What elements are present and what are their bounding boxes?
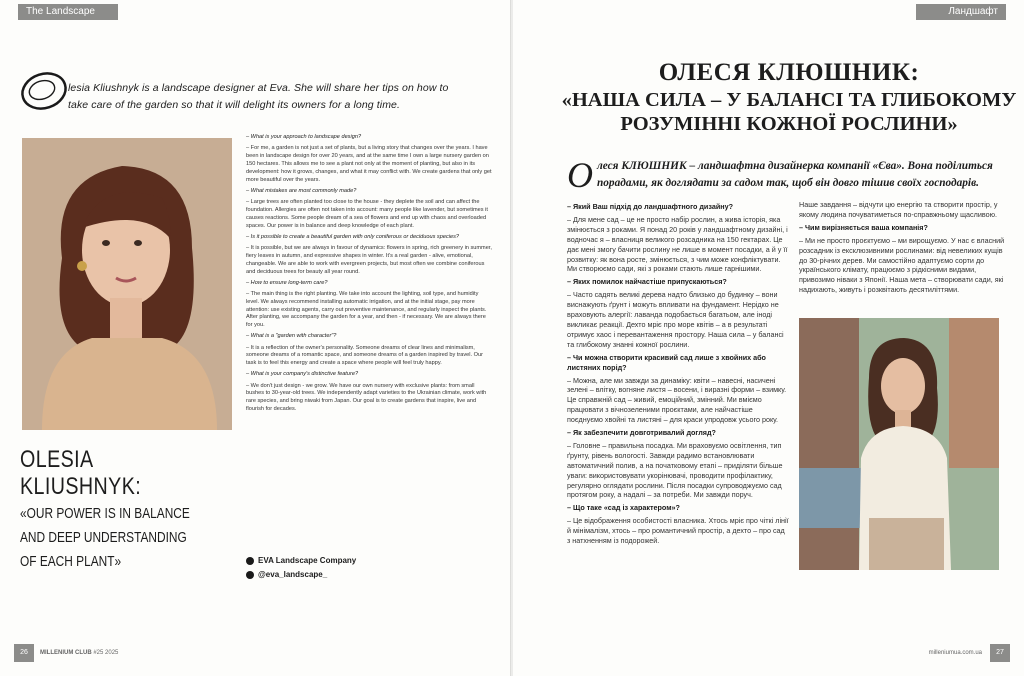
interview-question: – What mistakes are most commonly made?	[246, 187, 357, 194]
intro-drop-cap: О	[567, 155, 593, 195]
interview-column-en	[246, 134, 492, 417]
interview-answer: – We don't just design - we grow. We have our own nursery with exclusive plants: from small bushes to 30-year-old trees. We independently adapt varieties to the Ukrainian climate, work with rare species, and bring niwaki from Japan. Our goal is to create gardens that inspire, live and flourish for decades.	[246, 382, 487, 413]
intro-text: lesia Kliushnyk is a landscape designer at Eva. She will share her tips on how to take care of the garden so that it will delight its owners for a long time.	[68, 82, 449, 111]
interview-answer: – It is possible, but we are always in favour of dynamics: flowers in spring, rich greenery in summer, fiery leaves in autumn, and expressive shapes in winter. It's a real garden - alive, emotional, changeable. We are able to work with evergreen projects, but most often we combine coniferous and deciduous trees for beauty all year round.	[246, 244, 492, 275]
instagram-icon	[246, 571, 254, 579]
footer-brand	[40, 646, 118, 660]
interview-answer: Наше завдання – відчути цю енергію та створити простір, у якому людина почуватиметься по-справжньому щасливою.	[799, 200, 998, 219]
interview-question: – Is it possible to create a beautiful garden with only coniferous or deciduous species?	[246, 233, 459, 240]
interview-question: – Як забезпечити довготривалий догляд?	[567, 428, 716, 438]
interview-answer: – The main thing is the right planting. We take into account the lighting, soil type, and humidity level. We always recommend installing automatic irrigation, and at the initial stage, pay more attention: use existing agents, carry out preventive maintenance, and regularly inspect the plants. After planting, we accompany the garden for a year, and then - if necessary. We are always there for you.	[246, 290, 487, 329]
page-number-right: 27	[990, 644, 1010, 662]
interview-answer: – Головне – правильна посадка. Ми враховуємо освітлення, тип ґрунту, рівень вологості. Завжди радимо встановлювати автоматичний полив, а на початковому етапі – приділяти більше уваги: використовувати укорінювачі, проводити профілактику, регулярно оглядати рослини. Після посадки супроводжуємо сад протягом року, а надалі – за потреби. Ми завжди поруч.	[567, 440, 783, 500]
right-page	[513, 0, 1024, 676]
interview-question: – Що таке «сад із характером»?	[567, 503, 680, 513]
interview-answer: – Ми не просто проєктуємо – ми вирощуємо. У нас є власний розсадник із ексклюзивними рослинами: від невеликих кущів до 30-річних дерев. Ми самостійно адаптуємо сорти до українського клімату, працюємо з рідкісними видами, привозимо ніваки з Японії. Наша мета – створювати сади, які надихають, живуть і розквітають десятиліттями.	[799, 235, 1005, 295]
page-title-en	[20, 446, 205, 574]
interview-column-ua-1	[567, 202, 789, 549]
interview-column-ua-2	[799, 200, 1005, 298]
footer-brand-name: MILLENIUM CLUB	[40, 650, 92, 656]
interview-question: – What is your approach to landscape design?	[246, 134, 362, 140]
interview-answer: – Це відображення особистості власника. Хтось мріє про чіткі лінії й мінімалізм, хтось – про романтичний простір, а дехто – про сад з натхненням із подорожей.	[567, 516, 789, 546]
interview-answer: – Для мене сад – це не просто набір рослин, а жива історія, яка змінюється з роками. Я понад 20 років у ландшафтному дизайні, і водночас я – власниця великого розсадника на 150 гектарах. Це дає мені змогу бачити рослину не лише в момент посадки, а й у її розвитку: як вона росте, змінюється, з чим може конфліктувати. Ми створюємо сади, які з роками стають лише гарнішими.	[567, 214, 788, 274]
title-subtitle-ua: «НАША СИЛА – У БАЛАНСІ ТА ГЛИБОКОМУ РОЗУМІННІ КОЖНОЇ РОСЛИНИ»	[561, 89, 1017, 135]
facebook-link[interactable]	[246, 554, 356, 568]
footer-site[interactable]: milleniumua.com.ua	[928, 650, 982, 656]
title-name-line2: KLIUSHNYK:	[20, 473, 142, 500]
page-title-ua	[559, 58, 1019, 136]
drop-cap-o-icon	[18, 64, 70, 116]
social-links	[246, 554, 356, 582]
interview-answer: – Можна, але ми завжди за динаміку: квіти – навесні, насичені зелені – влітку, вогняне листя – восени, і виразні форми – взимку. Це справжній сад – живий, емоційний, змінний. Ми вміємо працювати з вічнозеленими проєктами, але найчастіше поєднуємо хвойні та листяні – для краси упродовж усього року.	[567, 375, 787, 425]
interview-question: – Чим вирізняється ваша компанія?	[799, 222, 928, 232]
title-subtitle: «OUR POWER IS IN BALANCE AND DEEP UNDERSTANDING OF EACH PLANT»	[20, 506, 190, 570]
title-name-ua: ОЛЕСЯ КЛЮШНИК:	[658, 59, 920, 86]
interview-question: – Який Ваш підхід до ландшафтного дизайну?	[567, 202, 733, 211]
page-number-left: 26	[14, 644, 34, 662]
facebook-icon	[246, 557, 254, 565]
interview-answer: – It is a reflection of the owner's personality. Someone dreams of clear lines and minimalism, someone dreams of a romantic space, and someone dreams of a garden inspired by travel. Our task is to feel this energy and create a space where people will feel truly happy.	[246, 344, 483, 367]
section-tag-ua: Ландшафт	[916, 4, 1006, 20]
footer-issue: #25 2025	[93, 650, 119, 656]
standing-portrait-photo	[799, 318, 999, 570]
intro-body: леся КЛЮШНИК – ландшафтна дизайнерка компанії «Єва». Вона поділиться порадами, як доглядати за садом так, щоб він довго тішив своїх господарів.	[597, 160, 993, 189]
interview-answer: – Large trees are often planted too close to the house - they deplete the soil and can affect the foundation. Allergies are often not taken into account: many people like lavender, but sometimes it causes reactions. Some people dream of a sea of flowers and end up with chaos and overloaded spaces. Our power is in balance and deep knowledge of each plant.	[246, 198, 488, 229]
interview-question: – What is a "garden with character"?	[246, 333, 337, 340]
facebook-label: EVA Landscape Company	[258, 556, 357, 565]
left-page	[0, 0, 511, 676]
interview-answer: – Часто садять великі дерева надто близько до будинку – вони виснажують ґрунт і можуть впливати на фундамент. Нерідко не враховують алергії: лаванда подобається багатьом, але іноді викликає реакції. Дехто мріє про море квітів – а в результаті отримує хаос і перевантаження простору. Наша сила – у балансі та глибокому знанні кожної рослини.	[567, 290, 784, 349]
title-name-line1: OLESIA	[20, 446, 94, 473]
interview-question: – What is your company's distinctive feature?	[246, 371, 359, 378]
instagram-label: @eva_landscape_	[258, 570, 328, 579]
interview-question: – How to ensure long-term care?	[246, 279, 328, 286]
instagram-link[interactable]	[246, 568, 356, 582]
portrait-photo	[22, 138, 232, 430]
interview-question: – Чи можна створити красивий сад лише з хвойних або листяних порід?	[567, 352, 766, 372]
section-tag: The Landscape	[18, 4, 118, 20]
interview-answer: – For me, a garden is not just a set of plants, but a living story that changes over the years. I have been in landscape design for over 20 years, and at the same time I own a large nursery garden on 150 hectares. This allows me to see a plant not only at the moment of planting, but also in its development: how it grows, changes, and what it may conflict with. We create gardens that only get more beautiful over the years.	[246, 145, 492, 183]
interview-question: – Яких помилок найчастіше припускаються?	[567, 277, 727, 287]
intro-text-ua	[567, 155, 1007, 195]
